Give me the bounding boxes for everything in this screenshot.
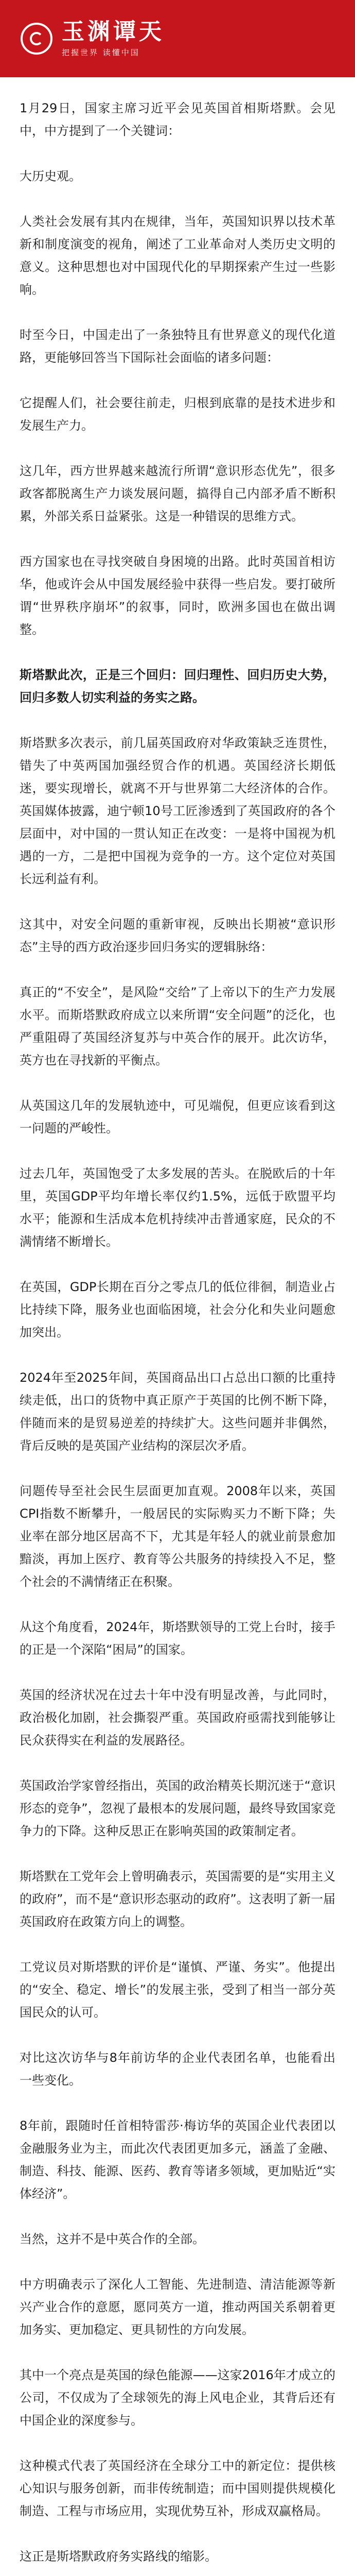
article-paragraph: 这几年，西方世界越来越流行所谓“意识形态优先”，很多政客都脱离生产力谈发展问题，搞得自己内部矛盾不断积累，外部关系日益紧张。这是一种错误的思维方式。	[20, 464, 335, 523]
article-paragraph: 英国政治学家曾经指出，英国的政治精英长期沉迷于“意识形态的竞争”，忽视了最根本的发展问题，最终导致国家竞争力的下降。这种反思正在影响英国的政策制定者。	[20, 1778, 335, 1838]
article-paragraph: 从这个角度看，2024年，斯塔默领导的工党上台时，接手的正是一个深陷“困局”的国家。	[20, 1620, 335, 1657]
article-paragraph: 英国的经济状况在过去十年中没有明显改善，与此同时，政治极化加剧，社会撕裂严重。英国政府亟需找到能够让民众获得实在利益的发展路径。	[20, 1688, 335, 1748]
article-paragraph: 当然，这并不是中英合作的全部。	[20, 2232, 205, 2246]
article-paragraph: 2024年至2025年间，英国商品出口占总出口额的比重持续走低，出口的货物中真正原产于英国的比例不断下降，伴随而来的是贸易逆差的持续扩大。这些问题并非偶然，背后反映的是英国产业结构的深层次矛盾。	[20, 1370, 335, 1453]
logo-icon	[21, 23, 52, 55]
article-paragraph: 从英国这几年的发展轨迹中，可见端倪，但更应该看到这一问题的严峻性。	[20, 1098, 335, 1136]
brand-name: 玉渊谭天	[62, 19, 165, 45]
article-paragraph: 这其中，对安全问题的重新审视，反映出长期被“意识形态”主导的西方政治逐步回归务实的逻辑脉络：	[20, 917, 335, 954]
article-paragraph: 这正是斯塔默政府务实路线的缩影。	[20, 2549, 217, 2564]
article-paragraph: 西方国家也在寻找突破自身困境的出路。此时英国首相访华，他或许会从中国发展经验中获得一些启发。要打破所谓“世界秩序崩坏”的叙事，同时，欧洲多国也在做出调整。	[20, 554, 335, 637]
article-paragraph: 斯塔默多次表示，前几届英国政府对华政策缺乏连贯性，错失了中英两国加强经贸合作的机遇。英国经济长期低迷，要实现增长，就离不开与世界第二大经济体的合作。英国媒体披露，迪宁顿10号工匠渗透到了英国政府的各个层面中，对中国的一贯认知正在改变：一是将中国视为机遇的一方，二是把中国视为竞争的一方。这个定位对英国长远利益有利。	[20, 736, 335, 886]
article-paragraph: 大历史观。	[20, 169, 81, 183]
key-point-paragraph: 斯塔默此次，正是三个回归：回归理性、回归历史大势，回归多数人切实利益的务实之路。	[20, 668, 335, 705]
brand-slogan: 把握世界 读懂中国	[62, 47, 140, 57]
article-paragraph: 时至今日，中国走出了一条独特且有世界意义的现代化道路，更能够回答当下国际社会面临的诸多问题：	[20, 328, 335, 365]
article-header-banner	[0, 0, 355, 77]
article-paragraph: 人类社会发展有其内在规律，当年，英国知识界以技术革新和制度演变的视角，阐述了工业革命对人类历史文明的意义。这种思想也对中国现代化的早期探索产生过一些影响。	[20, 214, 335, 297]
article-paragraph: 过去几年，英国饱受了太多发展的苦头。在脱欧后的十年里，英国GDP平均年增长率仅约1.5%，远低于欧盟平均水平；能源和生活成本危机持续冲击普通家庭，民众的不满情绪不断增长。	[20, 1166, 335, 1249]
article-paragraph: 对比这次访华与8年前访华的企业代表团名单，也能看出一些变化。	[20, 2050, 335, 2088]
article-paragraph: 问题传导至社会民生层面更加直观。2008年以来，英国CPI指数不断攀升，一般居民的实际购买力不断下降；失业率在部分地区居高不下，尤其是年轻人的就业前景愈加黯淡，再加上医疗、教育等公共服务的持续投入不足，整个社会的不满情绪正在积聚。	[20, 1484, 335, 1589]
article-paragraph: 8年前，跟随时任首相特雷莎·梅访华的英国企业代表团以金融服务业为主，而此次代表团更加多元，涵盖了金融、制造、科技、能源、医药、教育等诸多领域，更加贴近“实体经济”。	[20, 2119, 335, 2201]
brand-logo	[62, 20, 165, 57]
article-paragraph: 在英国，GDP长期在百分之零点几的低位徘徊，制造业占比持续下降，服务业也面临困境，社会分化和失业问题愈加突出。	[20, 1280, 335, 1340]
article-paragraph: 其中一个亮点是英国的绿色能源——这家2016年才成立的公司，不仅成为了全球领先的海上风电企业，其背后还有中国企业的深度参与。	[20, 2368, 335, 2428]
article-paragraph: 斯塔默在工党年会上曾明确表示，英国需要的是“实用主义的政府”，而不是“意识形态驱动的政府”。这表明了新一届英国政府在政策方向上的调整。	[20, 1869, 335, 1929]
article-paragraph: 这种模式代表了英国经济在全球分工中的新定位：提供核心知识与服务创新，而非传统制造；而中国则提供规模化制造、工程与市场应用，实现优势互补，形成双赢格局。	[20, 2459, 335, 2518]
article-paragraph: 它提醒人们，社会要往前走，归根到底靠的是技术进步和发展生产力。	[20, 396, 335, 433]
article-paragraph: 工党议员对斯塔默的评价是“谨慎、严谨、务实”。他提出的“安全、稳定、增长”的发展主张，受到了相当一部分英国民众的认可。	[20, 1960, 335, 2020]
article-body	[0, 77, 355, 2576]
article-paragraph: 1月29日，国家主席习近平会见英国首相斯塔默。会见中，中方提到了一个关键词：	[20, 101, 335, 138]
article-paragraph: 真正的“不安全”，是风险“交给”了上帝以下的生产力发展水平。而斯塔默政府成立以来所谓“安全问题”的泛化，也严重阻碍了英国经济复苏与中英合作的展开。此次访华，英方也在寻找新的平衡点。	[20, 985, 335, 1067]
article-paragraph: 中方明确表示了深化人工智能、先进制造、清洁能源等新兴产业合作的意愿，愿同英方一道，推动两国关系朝着更加务实、更加稳定、更具韧性的方向发展。	[20, 2277, 335, 2337]
